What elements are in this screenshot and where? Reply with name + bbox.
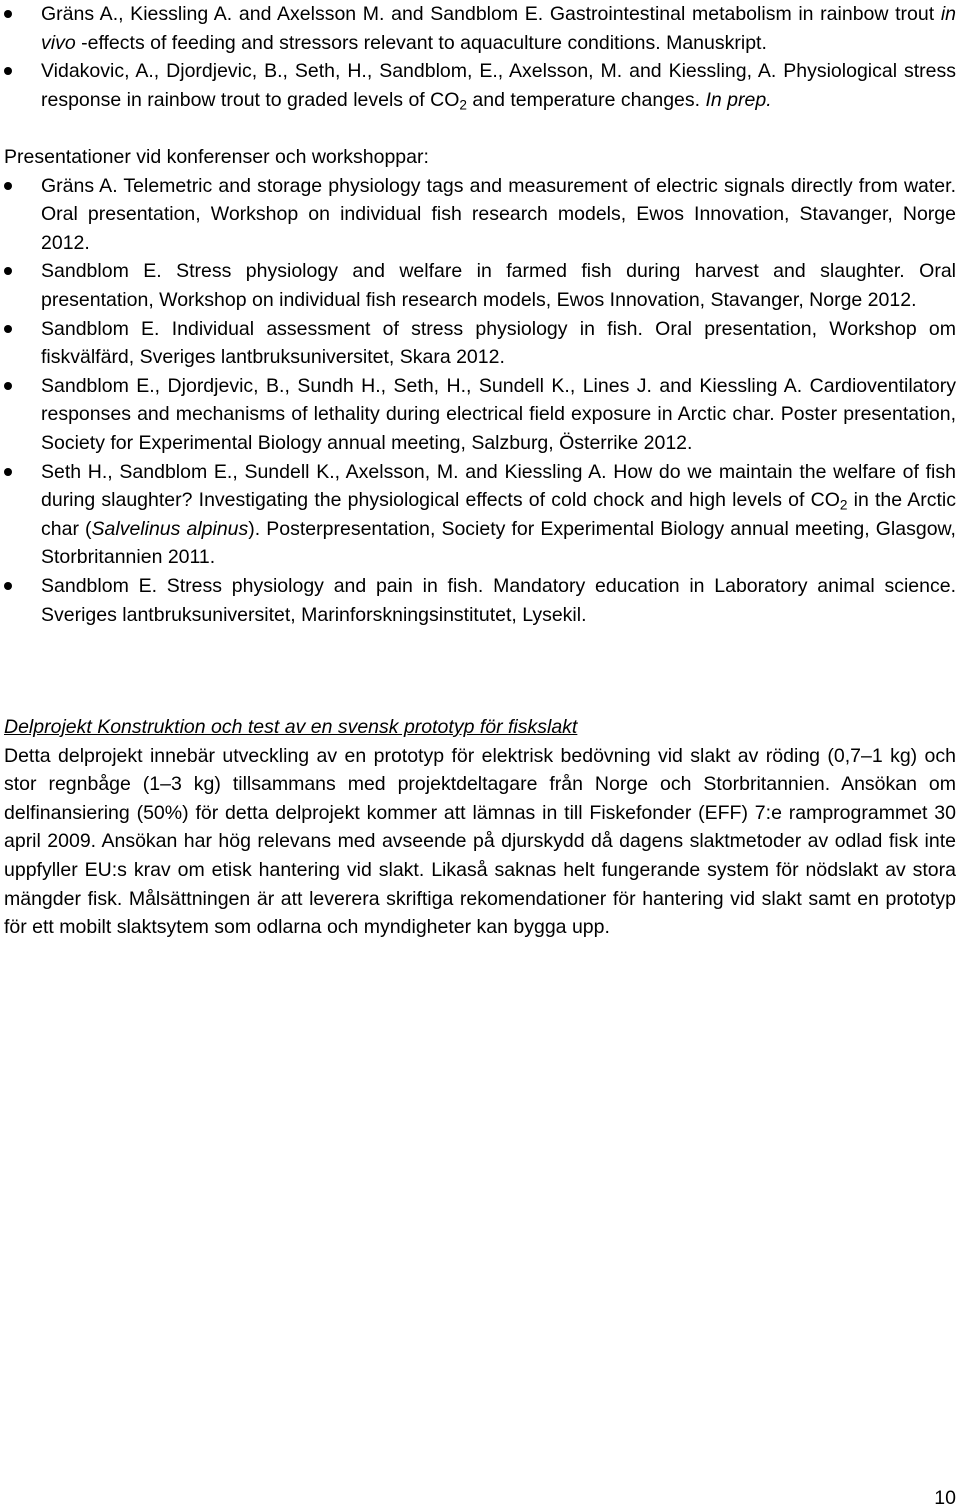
publication-italic: In prep. [705, 88, 772, 111]
presentation-text: ). Posterpresentation, Society for Experimental Biology annual meeting, Glasgow, Storbritannien 2011. [41, 517, 956, 569]
presentation-text: Sandblom E. Stress physiology and welfare in farmed fish during harvest and slaughter. Oral presentation, Workshop on individual fish research models, Ewos Innovation, Stavanger, Norge 2012. [41, 260, 956, 311]
publication-text: -effects of feeding and stressors relevant to aquaculture conditions. Manuskript. [75, 31, 767, 54]
presentation-text: Sandblom E., Djordjevic, B., Sundh H., Seth, H., Sundell K., Lines J. and Kiessling A. Cardioventilatory responses and mechanisms of lethality during electrical field exposure in Arctic char. Poster presentation, Society for Experimental Biology annual meeting, Salzburg, Österrike 2012. [41, 374, 956, 454]
bullet-icon [4, 267, 12, 275]
bullet-icon [4, 67, 12, 75]
delprojekt-section [4, 713, 956, 942]
bullet-icon [4, 582, 12, 590]
presentation-item [4, 315, 956, 372]
presentations-list [4, 172, 956, 630]
presentation-text: Sandblom E. Stress physiology and pain in fish. Mandatory education in Laboratory animal science. Sveriges lantbruksuniversitet, Marinforskningsinstitutet, Lysekil. [41, 574, 956, 626]
species-name: Salvelinus alpinus [91, 517, 249, 540]
publication-italic: in vivo [41, 3, 956, 54]
presentation-text: Gräns A. Telemetric and storage physiology tags and measurement of electric signals directly from water. Oral presentation, Workshop on individual fish research models, Ewos Innovation, Stavanger, Norge 2012. [41, 174, 956, 254]
publication-text: Gräns A., Kiessling A. and Axelsson M. and Sandblom E. Gastrointestinal metabolism in rainbow trout [41, 3, 941, 25]
presentations-heading: Presentationer vid konferenser och workshoppar: [4, 146, 429, 168]
section-title: Delprojekt Konstruktion och test av en svensk prototyp för fiskslakt [4, 716, 578, 738]
publication-item [4, 57, 956, 114]
presentation-item [4, 572, 956, 629]
subscript: 2 [839, 497, 848, 513]
bullet-icon [4, 10, 12, 18]
subscript: 2 [459, 97, 467, 113]
presentation-text: in the Arctic char ( [41, 489, 956, 540]
publication-item [4, 0, 956, 57]
bullet-icon [4, 382, 12, 390]
publications-list [4, 0, 956, 114]
presentation-item [4, 372, 956, 458]
publication-text: and temperature changes. [467, 88, 706, 111]
body-paragraph: Detta delprojekt innebär utveckling av en prototyp för elektrisk bedövning vid slakt av röding (0,7–1 kg) och stor regnbåge (1–3 kg) tillsammans med projektdeltagare från Norge och Storbritannien. Ansökan om delfinansiering (50%) för detta delprojekt kommer att lämnas in till Fiskefonder (EFF) 7:e ramprogrammet 30 april 2009. Ansökan har hög relevans med avseende på djurskydd då dagens slaktmetoder av odlad fisk inte uppfyller EU:s krav om etisk hantering vid slakt. Likaså saknas helt fungerande system för nödslakt av stora mängder fisk. Målsättningen är att leverera skriftiga rekomendationer för hantering vid slakt samt en prototyp för ett mobilt slaktsytem som odlarna och myndigheter kan bygga upp. [4, 744, 956, 939]
page-number: 10 [934, 1487, 956, 1509]
presentation-text: Sandblom E. Individual assessment of stress physiology in fish. Oral presentation, Workshop om fiskvälfärd, Sveriges lantbruksuniversitet, Skara 2012. [41, 317, 956, 369]
bullet-icon [4, 182, 12, 190]
publication-text: Vidakovic, A., Djordjevic, B., Seth, H., Sandblom, E., Axelsson, M. and Kiessling, A. Physiological stress response in rainbow trout to graded levels of CO [41, 60, 956, 111]
presentations-section [4, 143, 956, 629]
presentation-item [4, 458, 956, 572]
presentation-item [4, 257, 956, 314]
presentation-text: Seth H., Sandblom E., Sundell K., Axelsson, M. and Kiessling A. How do we maintain the welfare of fish during slaughter? Investigating the physiological effects of cold chock and high levels of CO [41, 460, 956, 512]
bullet-icon [4, 325, 12, 333]
publications-section [4, 0, 956, 114]
bullet-icon [4, 468, 12, 476]
presentation-item [4, 172, 956, 258]
